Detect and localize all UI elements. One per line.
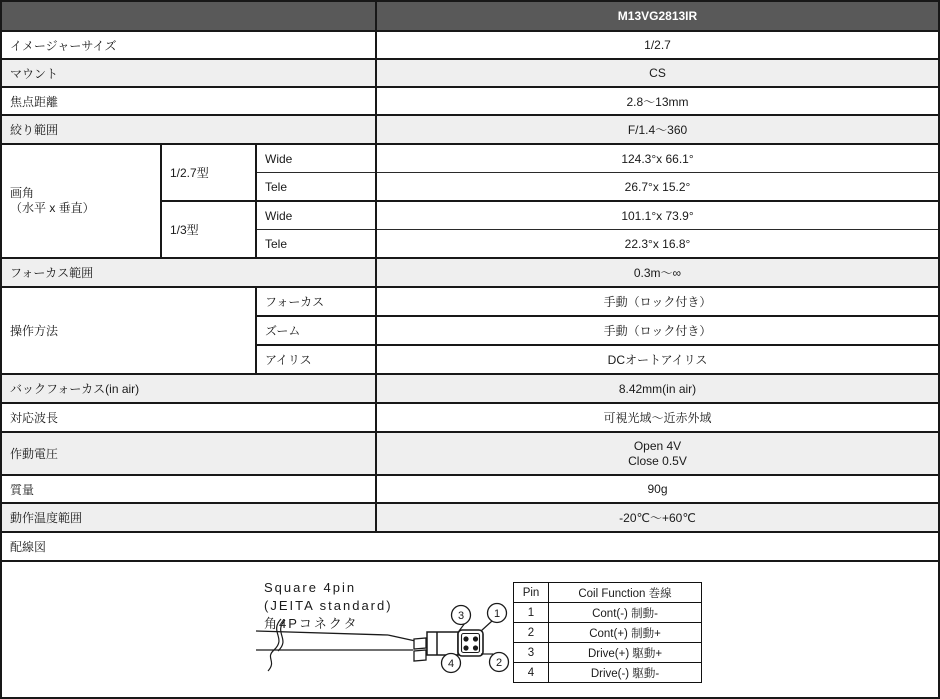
operation-value: 手動（ロック付き） xyxy=(376,316,939,345)
operation-row-focus xyxy=(1,287,939,316)
wiring-note-line-3: 角4Pコネクタ xyxy=(264,616,359,631)
wiring-note-line-1: Square 4pin xyxy=(264,580,357,595)
circled-pin-1: 1 xyxy=(493,608,501,620)
spec-label: イメージャーサイズ xyxy=(1,31,376,59)
operation-sub-label: アイリス xyxy=(256,345,376,374)
pin-number: 1 xyxy=(514,603,549,623)
spec-value: 可視光域～近赤外域 xyxy=(376,403,939,432)
spec-value xyxy=(376,432,939,475)
pin-table-row xyxy=(514,663,702,683)
wiring-diagram xyxy=(10,562,939,694)
spec-label: バックフォーカス(in air) xyxy=(1,374,376,403)
wiring-diagram-cell xyxy=(1,561,939,698)
angle-value: 22.3°x 16.8° xyxy=(376,230,939,259)
operation-value: DCオートアイリス xyxy=(376,345,939,374)
spec-row-imager xyxy=(1,31,939,59)
pin-table-row xyxy=(514,623,702,643)
connector-barrel xyxy=(427,632,458,655)
voltage-line-1: Open 4V xyxy=(633,438,682,453)
model-name: M13VG2813IR xyxy=(376,1,939,31)
wiring-diagram-row xyxy=(1,561,939,698)
spec-label: 質量 xyxy=(1,475,376,503)
spec-row-focal-length xyxy=(1,87,939,115)
spec-label: 焦点距離 xyxy=(1,87,376,115)
spec-value: F/1.4～360 xyxy=(376,115,939,144)
pin-table-header-row xyxy=(514,583,702,603)
spec-label: 動作温度範囲 xyxy=(1,503,376,532)
spec-label: フォーカス範囲 xyxy=(1,258,376,287)
sensor-type-label: 1/2.7型 xyxy=(161,144,256,201)
mode-label: Tele xyxy=(256,173,376,202)
connector-face xyxy=(458,630,483,656)
angle-value: 124.3°x 66.1° xyxy=(376,144,939,173)
operation-value: 手動（ロック付き） xyxy=(376,287,939,316)
spec-value: 90g xyxy=(376,475,939,503)
header-row xyxy=(1,1,939,31)
spec-value: -20℃～+60℃ xyxy=(376,503,939,532)
mode-label: Wide xyxy=(256,201,376,230)
spec-value: 2.8～13mm xyxy=(376,87,939,115)
cable-clamp xyxy=(414,638,426,661)
operation-sub-label: ズーム xyxy=(256,316,376,345)
circled-pin-4: 4 xyxy=(447,658,455,670)
operation-label: 操作方法 xyxy=(1,287,256,374)
view-angle-subtitle: （水平 x 垂直） xyxy=(10,201,95,215)
spec-value: 1/2.7 xyxy=(376,31,939,59)
pin-function: Drive(+) 駆動+ xyxy=(549,643,702,663)
angle-value: 101.1°x 73.9° xyxy=(376,201,939,230)
pin-number: 4 xyxy=(514,663,549,683)
wiring-note-line-2: (JEITA standard) xyxy=(264,598,393,613)
view-angle-title: 画角 xyxy=(10,186,35,200)
spec-value: 8.42mm(in air) xyxy=(376,374,939,403)
spec-row-temp-range xyxy=(1,503,939,532)
spec-label: マウント xyxy=(1,59,376,87)
pin-function: Cont(+) 制動+ xyxy=(549,623,702,643)
angle-value: 26.7°x 15.2° xyxy=(376,173,939,202)
circled-pin-3: 3 xyxy=(457,610,465,622)
pin-function: Drive(-) 駆動- xyxy=(549,663,702,683)
pin-function: Cont(-) 制動- xyxy=(549,603,702,623)
mode-label: Wide xyxy=(256,144,376,173)
spec-row-focus-range xyxy=(1,258,939,287)
spec-row-wavelength xyxy=(1,403,939,432)
circled-pin-2: 2 xyxy=(495,657,503,669)
spec-label: 対応波長 xyxy=(1,403,376,432)
spec-label: 作動電圧 xyxy=(1,432,376,475)
pin-number: 2 xyxy=(514,623,549,643)
pin-number: 3 xyxy=(514,643,549,663)
view-angle-label xyxy=(1,144,161,258)
sensor-type-label: 1/3型 xyxy=(161,201,256,258)
spec-row-aperture-range xyxy=(1,115,939,144)
wiring-label-row xyxy=(1,532,939,561)
wiring-label: 配線図 xyxy=(1,532,939,561)
pin-function-table xyxy=(513,582,702,683)
spec-row-weight xyxy=(1,475,939,503)
spec-label: 絞り範囲 xyxy=(1,115,376,144)
pin-table-row xyxy=(514,603,702,623)
operation-sub-label: フォーカス xyxy=(256,287,376,316)
spec-row-back-focus xyxy=(1,374,939,403)
function-col-header: Coil Function 巻線 xyxy=(549,583,702,603)
header-empty-cell xyxy=(1,1,376,31)
pin-col-header: Pin xyxy=(514,583,549,603)
spec-value: 0.3m～∞ xyxy=(376,258,939,287)
voltage-line-2: Close 0.5V xyxy=(628,453,687,468)
view-angle-row-1 xyxy=(1,144,939,173)
mode-label: Tele xyxy=(256,230,376,259)
spec-row-voltage xyxy=(1,432,939,475)
spec-value: CS xyxy=(376,59,939,87)
spec-row-mount xyxy=(1,59,939,87)
